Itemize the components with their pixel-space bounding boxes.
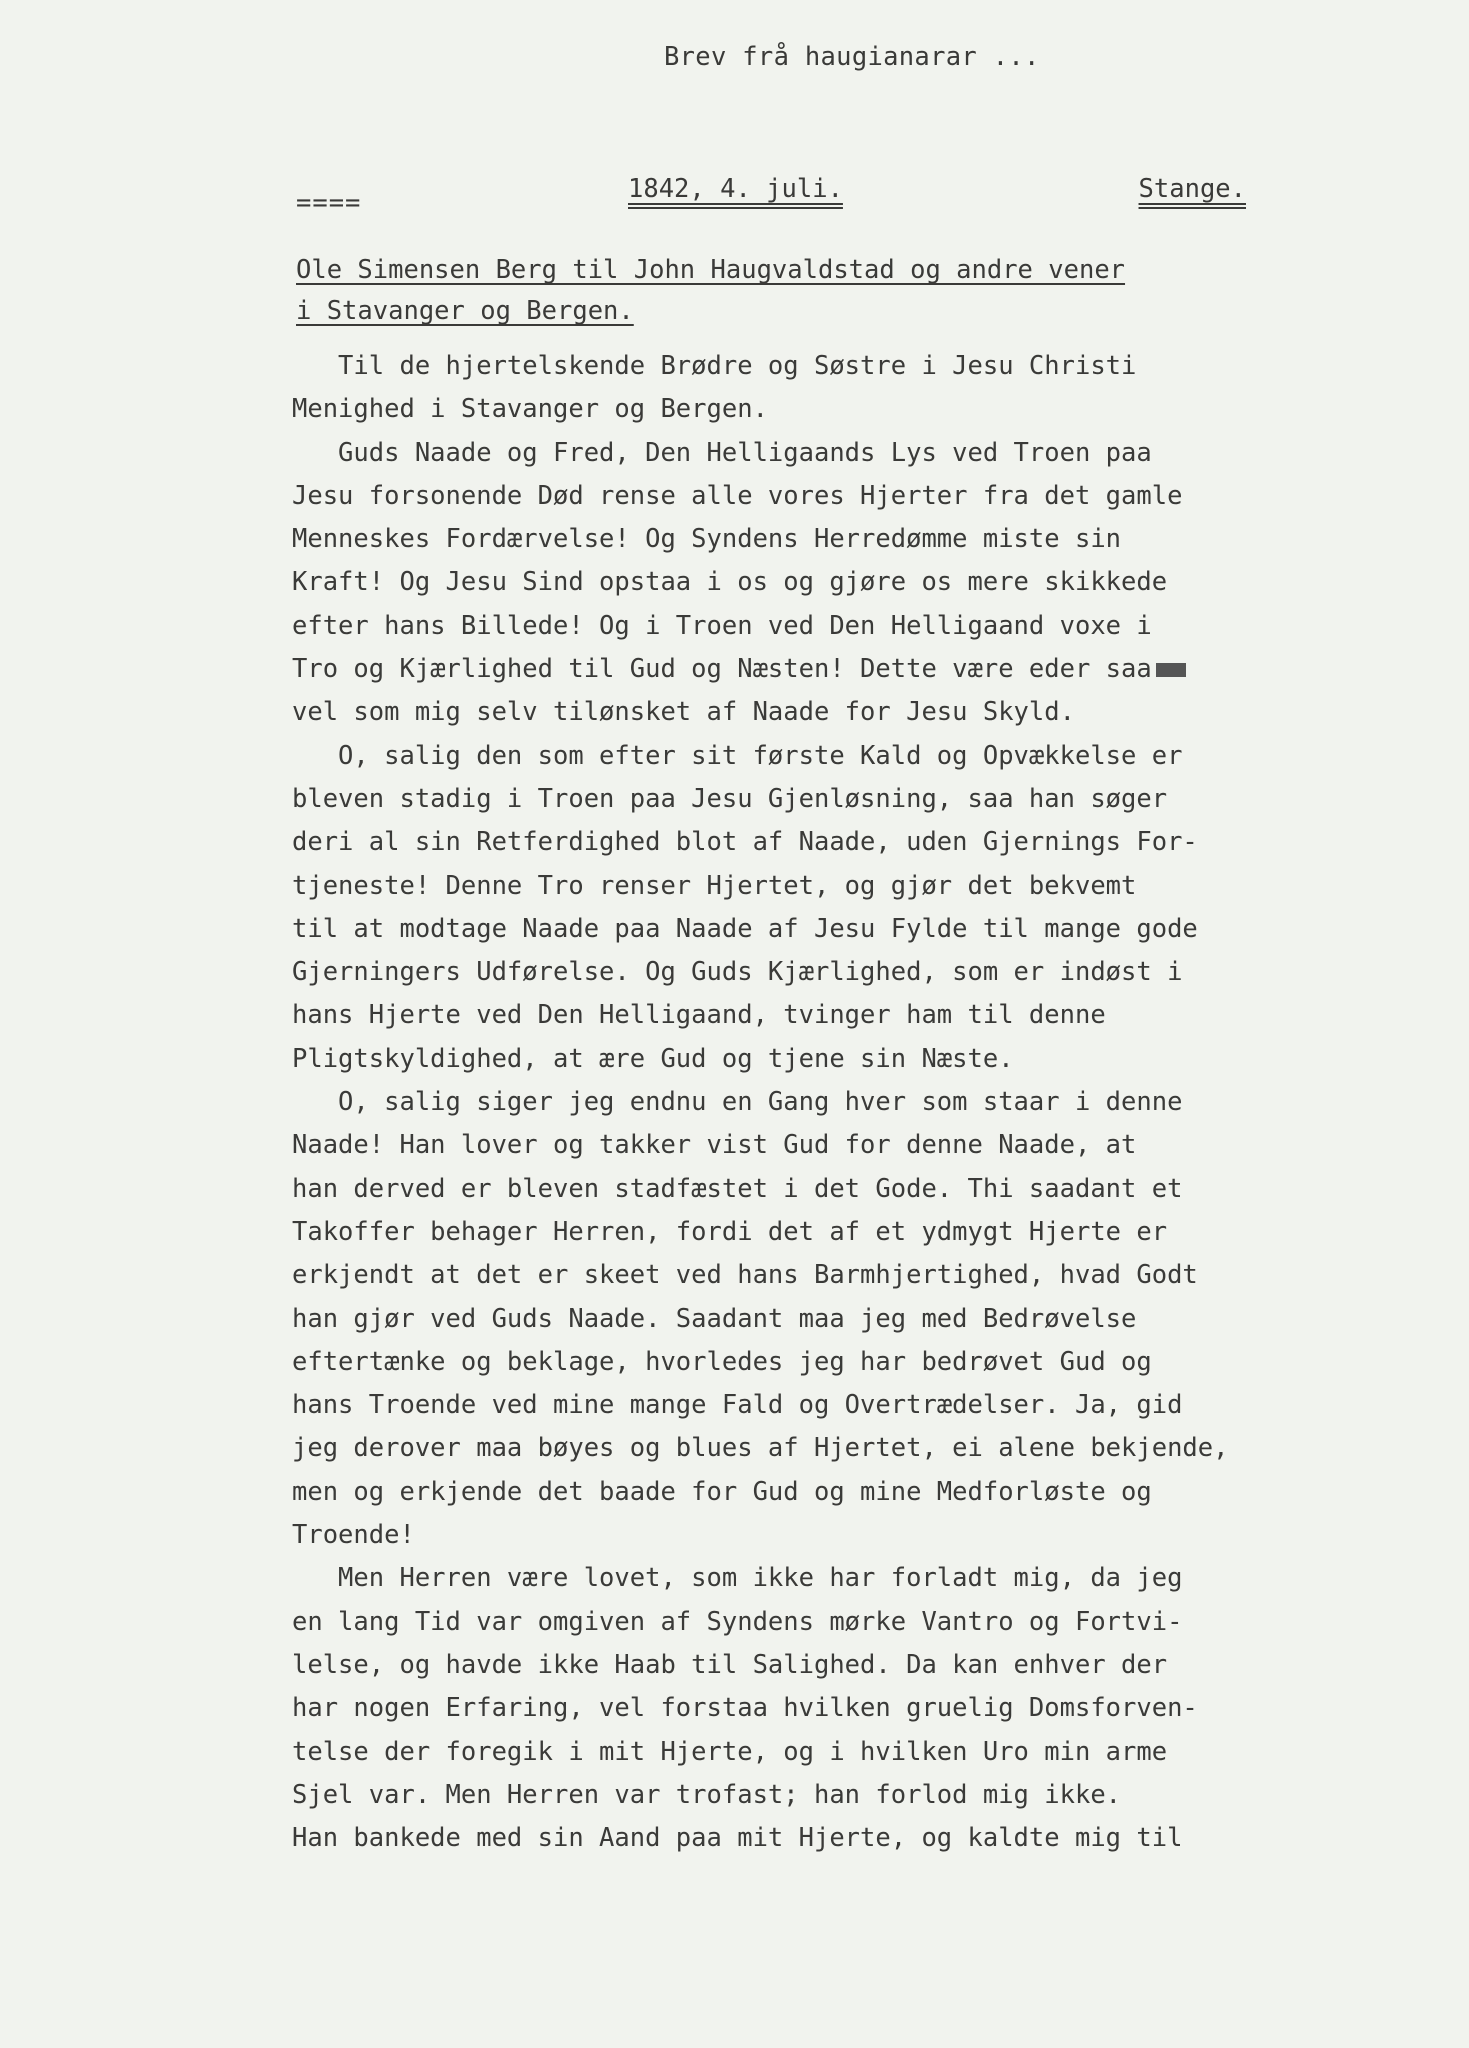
body-line: O, salig den som efter sit første Kald og Opvækkelse er — [292, 740, 1183, 771]
body-line: hans Hjerte ved Den Helligaand, tvinger ham til denne — [292, 1000, 1106, 1031]
body-line: Sjel var. Men Herren var trofast; han forlod mig ikke. — [292, 1779, 1122, 1810]
body-line: Troende! — [292, 1520, 415, 1551]
body-line: Guds Naade og Fred, Den Helligaands Lys ved Troen paa — [292, 437, 1152, 468]
body-line: Pligtskyldighed, at ære Gud og tjene sin Næste. — [292, 1043, 1014, 1074]
body-line-text: Tro og Kjærlighed til Gud og Næsten! Dette være eder saa — [292, 654, 1152, 685]
body-line: Men Herren være lovet, som ikke har forladt mig, da jeg — [292, 1563, 1183, 1594]
body-line: en lang Tid var omgiven af Syndens mørke Vantro og Fortvi- — [292, 1606, 1183, 1637]
body-line: telse der foregik i mit Hjerte, og i hvilken Uro min arme — [292, 1736, 1168, 1767]
body-line: vel som mig selv tilønsket af Naade for Jesu Skyld. — [292, 697, 1075, 728]
letter-body — [292, 345, 1372, 1860]
body-line: han gjør ved Guds Naade. Saadant maa jeg med Bedrøvelse — [292, 1303, 1137, 1334]
body-line: Til de hjertelskende Brødre og Søstre i Jesu Christi — [292, 351, 1137, 381]
body-line: Gjerningers Udførelse. Og Guds Kjærlighed, som er indøst i — [292, 957, 1183, 988]
body-line — [292, 648, 1372, 691]
date-place-row — [296, 174, 1246, 218]
body-line: han derved er bleven stadfæstet i det Gode. Thi saadant et — [292, 1173, 1183, 1204]
body-line: hans Troende ved mine mange Fald og Overtrædelser. Ja, gid — [292, 1390, 1183, 1421]
body-line: efter hans Billede! Og i Troen ved Den Helligaand voxe i — [292, 610, 1152, 641]
left-marker: ==== — [296, 188, 362, 218]
body-line: til at modtage Naade paa Naade af Jesu Fylde til mange gode — [292, 913, 1198, 944]
body-line: lelse, og havde ikke Haab til Salighed. Da kan enhver der — [292, 1649, 1168, 1680]
letter-date: 1842, 4. juli. — [628, 174, 843, 204]
letter-place: Stange. — [1138, 174, 1246, 204]
body-line: O, salig siger jeg endnu en Gang hver som staar i denne — [292, 1087, 1183, 1118]
body-line: Jesu forsonende Død rense alle vores Hjerter fra det gamle — [292, 480, 1183, 511]
body-line: Kraft! Og Jesu Sind opstaa i os og gjøre os mere skikkede — [292, 567, 1168, 598]
body-line: jeg derover maa bøyes og blues af Hjertet, ei alene bekjende, — [292, 1433, 1229, 1464]
body-line: tjeneste! Denne Tro renser Hjertet, og gjør det bekvemt — [292, 870, 1137, 901]
body-line: eftertænke og beklage, hvorledes jeg har bedrøvet Gud og — [292, 1346, 1152, 1377]
strikeout-mark — [1156, 663, 1186, 677]
letter-title — [296, 250, 1296, 332]
body-line: Takoffer behager Herren, fordi det af et ydmygt Hjerte er — [292, 1216, 1168, 1247]
title-line-2: i Stavanger og Bergen. — [296, 296, 634, 326]
body-line: Han bankede med sin Aand paa mit Hjerte, og kaldte mig til — [292, 1823, 1183, 1854]
body-line: Menighed i Stavanger og Bergen. — [292, 394, 768, 425]
body-line: men og erkjende det baade for Gud og mine Medforløste og — [292, 1476, 1152, 1507]
body-line: deri al sin Retferdighed blot af Naade, uden Gjernings For- — [292, 827, 1198, 858]
body-line: har nogen Erfaring, vel forstaa hvilken gruelig Domsforven- — [292, 1693, 1198, 1724]
title-line-1: Ole Simensen Berg til John Haugvaldstad og andre vener — [296, 255, 1126, 285]
body-line: erkjendt at det er skeet ved hans Barmhjertighed, hvad Godt — [292, 1260, 1198, 1291]
running-header: Brev frå haugianarar ... — [664, 42, 1040, 72]
body-line: Naade! Han lover og takker vist Gud for denne Naade, at — [292, 1130, 1137, 1161]
body-line: bleven stadig i Troen paa Jesu Gjenløsning, saa han søger — [292, 783, 1168, 814]
body-line: Menneskes Fordærvelse! Og Syndens Herredømme miste sin — [292, 524, 1122, 555]
